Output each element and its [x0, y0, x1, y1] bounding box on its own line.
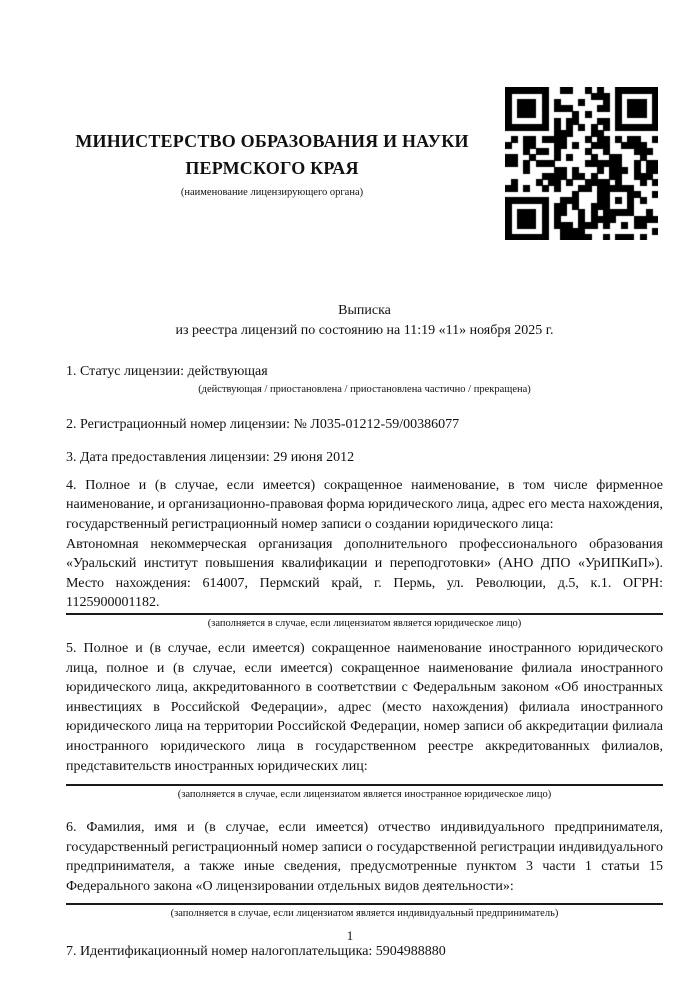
- qr-code-icon: [505, 87, 658, 240]
- legal-entity-question: 4. Полное и (в случае, если имеется) сокращенное наименование, в том числе фирменное наименование, и организационно-правовая форма юридического лица, адрес его места нахождения, государственный регистрационный номер записи о создании юридического лица:: [66, 477, 663, 532]
- foreign-entity-rule-line: [66, 784, 663, 786]
- taxpayer-number-line: 7. Идентификационный номер налогоплательщика: 5904988880: [66, 944, 446, 960]
- document-subtitle: из реестра лицензий по состоянию на 11:19 «11» ноября 2025 г.: [175, 322, 554, 338]
- foreign-entity-caption: (заполняется в случае, если лицензиатом является иностранное юридическое лицо): [177, 789, 552, 801]
- document-body: [66, 362, 663, 962]
- registration-number-line: 2. Регистрационный номер лицензии: № Л035-01212-59/00386077: [66, 416, 460, 432]
- foreign-entity-question: 5. Полное и (в случае, если имеется) сокращенное наименование иностранного юридического лица, полное и (в случае, если имеется) сокращенное наименование филиала иностранного юридического лица, аккредитованного в соответствии с Федеральным законом «Об иностранных инвестициях в Российской Федерации», адрес (место нахождения) филиала иностранного юридического лица на территории Российской Федерации, номер записи об аккредитации филиала иностранного юридического лица в государственном реестре аккредитованных филиалов, представительств иностранных юридических лиц:: [66, 640, 663, 774]
- legal-entity-value: Автономная некоммерческая организация дополнительного профессионального образования «Уральский институт повышения квалификации и переподготовки» (АНО ДПО «УрИПКиП»). Место нахождения: 614007, Пермский край, г. Пермь, ул. Революции, д.5, к.1. ОГРН: 1125900001182.: [66, 536, 663, 611]
- document-title: Выписка: [338, 303, 391, 318]
- page-number: 1: [346, 928, 354, 943]
- individual-entrepreneur-question: 6. Фамилия, имя и (в случае, если имеется) отчество индивидуального предпринимателя, государственный регистрационный номер записи о государственной регистрации индивидуального предпринимателя, а также иные сведения, предусмотренные пунктом 3 части 1 статьи 15 Федерального закона «О лицензировании отдельных видов деятельности»:: [66, 820, 663, 894]
- ministry-name-line2: ПЕРМСКОГО КРАЯ: [185, 158, 359, 178]
- individual-entrepreneur-rule-line: [66, 903, 663, 905]
- license-status-line: 1. Статус лицензии: действующая: [66, 364, 268, 379]
- individual-entrepreneur-caption: (заполняется в случае, если лицензиатом является индивидуальный предприниматель): [170, 908, 559, 920]
- license-status-options-note: (действующая / приостановлена / приостановлена частично / прекращена): [198, 383, 531, 395]
- document-title-block: [66, 301, 663, 340]
- licensing-authority-caption: (наименование лицензирующего органа): [180, 187, 364, 198]
- grant-date-line: 3. Дата предоставления лицензии: 29 июня 2012: [66, 450, 355, 466]
- legal-entity-caption: (заполняется в случае, если лицензиатом является юридическое лицо): [207, 617, 522, 629]
- legal-entity-rule-line: [66, 613, 663, 615]
- licensing-authority-header: [60, 128, 484, 199]
- ministry-name-line1: МИНИСТЕРСТВО ОБРАЗОВАНИЯ И НАУКИ: [75, 131, 469, 151]
